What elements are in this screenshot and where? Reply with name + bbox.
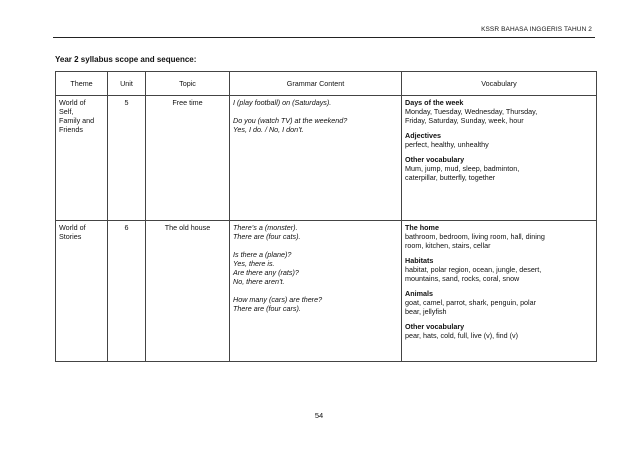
vocab-line: pear, hats, cold, full, live (v), find (v) — [405, 331, 519, 340]
vocabulary-cell — [402, 96, 597, 221]
grammar-line: How many (cars) are there? — [233, 295, 323, 304]
header-divider — [53, 37, 595, 38]
vocab-line: habitat, polar region, ocean, jungle, desert, — [405, 265, 542, 274]
vocab-heading: Other vocabulary — [405, 155, 465, 164]
grammar-line: There are (four cars). — [233, 304, 301, 313]
vocab-line: bear, jellyfish — [405, 307, 447, 316]
table-header-row — [56, 72, 597, 96]
vocab-line: goat, camel, parrot, shark, penguin, polar — [405, 298, 537, 307]
grammar-cell — [230, 96, 402, 221]
vocab-line: Friday, Saturday, Sunday, week, hour — [405, 116, 524, 125]
vocab-heading: Days of the week — [405, 98, 464, 107]
vocab-heading: The home — [405, 223, 439, 232]
theme-cell — [56, 221, 108, 362]
theme-line: Self, — [59, 107, 74, 116]
page-number: 54 — [314, 411, 324, 420]
grammar-cell — [230, 221, 402, 362]
unit-cell: 5 — [108, 96, 146, 221]
vocabulary-cell — [402, 221, 597, 362]
grammar-spacer — [233, 286, 398, 295]
grammar-line: Do you (watch TV) at the weekend? — [233, 116, 348, 125]
topic-cell: The old house — [146, 221, 230, 362]
theme-cell — [56, 96, 108, 221]
grammar-spacer — [233, 107, 398, 116]
vocab-heading: Animals — [405, 289, 433, 298]
column-header-grammar: Grammar Content — [230, 72, 402, 96]
grammar-line: No, there aren’t. — [233, 277, 285, 286]
column-header-unit: Unit — [108, 72, 146, 96]
theme-line: Family and — [59, 116, 95, 125]
unit-cell: 6 — [108, 221, 146, 362]
theme-line: Friends — [59, 125, 83, 134]
vocab-heading: Habitats — [405, 256, 434, 265]
vocab-line: room, kitchen, stairs, cellar — [405, 241, 491, 250]
vocab-line: mountains, sand, rocks, coral, snow — [405, 274, 520, 283]
grammar-line: There’s a (monster). — [233, 223, 298, 232]
vocab-line: Mum, jump, mud, sleep, badminton, — [405, 164, 520, 173]
vocab-heading: Adjectives — [405, 131, 441, 140]
column-header-theme: Theme — [56, 72, 108, 96]
topic-cell: Free time — [146, 96, 230, 221]
section-title: Year 2 syllabus scope and sequence: — [55, 55, 197, 64]
vocab-heading: Other vocabulary — [405, 322, 465, 331]
theme-line: World of — [59, 223, 86, 232]
document-header: KSSR BAHASA INGGERIS TAHUN 2 — [481, 26, 592, 33]
grammar-line: Yes, I do. / No, I don’t. — [233, 125, 304, 134]
vocab-line: bathroom, bedroom, living room, hall, dining — [405, 232, 545, 241]
grammar-line: Yes, there is. — [233, 259, 275, 268]
vocab-line: perfect, healthy, unhealthy — [405, 140, 489, 149]
vocab-line: Monday, Tuesday, Wednesday, Thursday, — [405, 107, 538, 116]
syllabus-table — [55, 71, 597, 362]
grammar-line: Is there a (plane)? — [233, 250, 292, 259]
column-header-topic: Topic — [146, 72, 230, 96]
theme-line: Stories — [59, 232, 82, 241]
grammar-line: I (play football) on (Saturdays). — [233, 98, 332, 107]
table-row — [56, 96, 597, 221]
grammar-line: Are there any (rats)? — [233, 268, 299, 277]
grammar-spacer — [233, 241, 398, 250]
table-row — [56, 221, 597, 362]
theme-line: World of — [59, 98, 86, 107]
vocab-line: caterpillar, butterfly, together — [405, 173, 496, 182]
grammar-line: There are (four cats). — [233, 232, 301, 241]
column-header-vocabulary: Vocabulary — [402, 72, 597, 96]
